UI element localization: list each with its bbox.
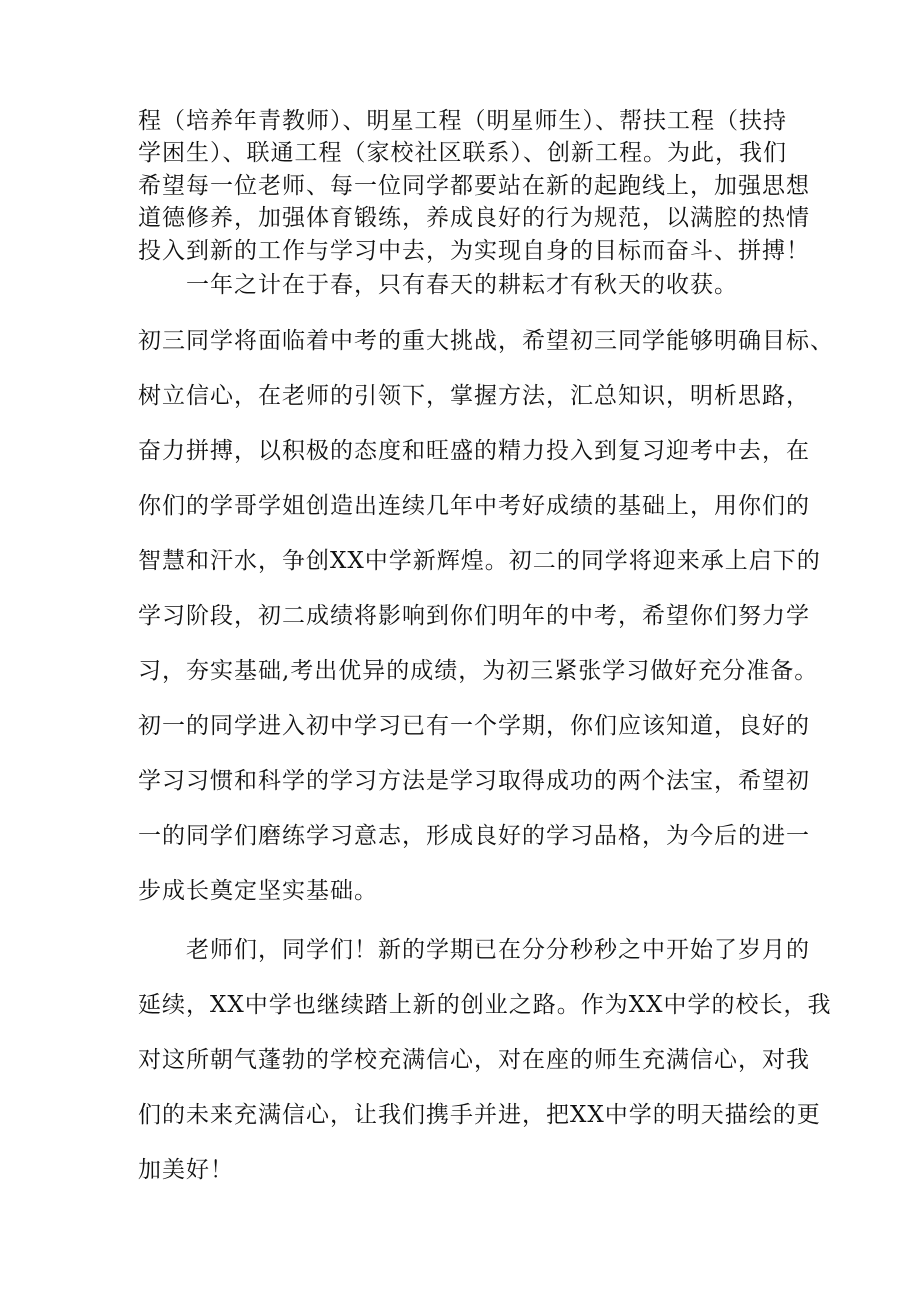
paragraph-line: 学习习惯和科学的学习方法是学习取得成功的两个法宝，希望初 (138, 768, 810, 794)
paragraph-line: 初三同学将面临着中考的重大挑战，希望初三同学能够明确目标、 (138, 328, 834, 354)
paragraph-line: 奋力拼搏，以积极的态度和旺盛的精力投入到复习迎考中去，在 (138, 438, 810, 464)
paragraph-line: 一年之计在于春，只有春天的耕耘才有秋天的收获。 (186, 272, 738, 298)
paragraph-line: 树立信心，在老师的引领下，掌握方法，汇总知识，明析思路， (138, 383, 810, 409)
paragraph-line: 希望每一位老师、每一位同学都要站在新的起跑线上，加强思想 (138, 173, 810, 199)
paragraph-line: 学困生）、联通工程（家校社区联系）、创新工程。为此，我们 (138, 140, 787, 166)
paragraph-line: 初一的同学进入初中学习已有一个学期，你们应该知道，良好的 (138, 713, 810, 739)
paragraph-line: 一的同学们磨练学习意志，形成良好的学习品格，为今后的进一 (138, 823, 810, 849)
paragraph-line: 智慧和汗水，争创XX中学新辉煌。初二的同学将迎来承上启下的 (138, 548, 821, 574)
paragraph-line: 投入到新的工作与学习中去，为实现自身的目标而奋斗、拼搏！ (138, 238, 810, 264)
paragraph-line: 学习阶段，初二成绩将影响到你们明年的中考，希望你们努力学 (138, 603, 810, 629)
paragraph-line: 步成长奠定坚实基础。 (138, 878, 378, 904)
paragraph-line: 加美好！ (138, 1157, 234, 1183)
paragraph-line: 道德修养，加强体育锻练，养成良好的行为规范，以满腔的热情 (138, 205, 810, 231)
paragraph-line: 程（培养年青教师）、明星工程（明星师生）、帮扶工程（扶持 (138, 108, 787, 134)
paragraph-line: 老师们，同学们！新的学期已在分分秒秒之中开始了岁月的 (186, 937, 810, 963)
paragraph-line: 们的未来充满信心，让我们携手并进，把XX中学的明天描绘的更 (138, 1102, 821, 1128)
paragraph-line: 对这所朝气蓬勃的学校充满信心，对在座的师生充满信心，对我 (138, 1047, 810, 1073)
paragraph-line: 习，夯实基础,考出优异的成绩，为初三紧张学习做好充分准备。 (138, 658, 819, 684)
paragraph-line: 延续，XX中学也继续踏上新的创业之路。作为XX中学的校长，我 (138, 992, 832, 1018)
paragraph-line: 你们的学哥学姐创造出连续几年中考好成绩的基础上，用你们的 (138, 493, 810, 519)
